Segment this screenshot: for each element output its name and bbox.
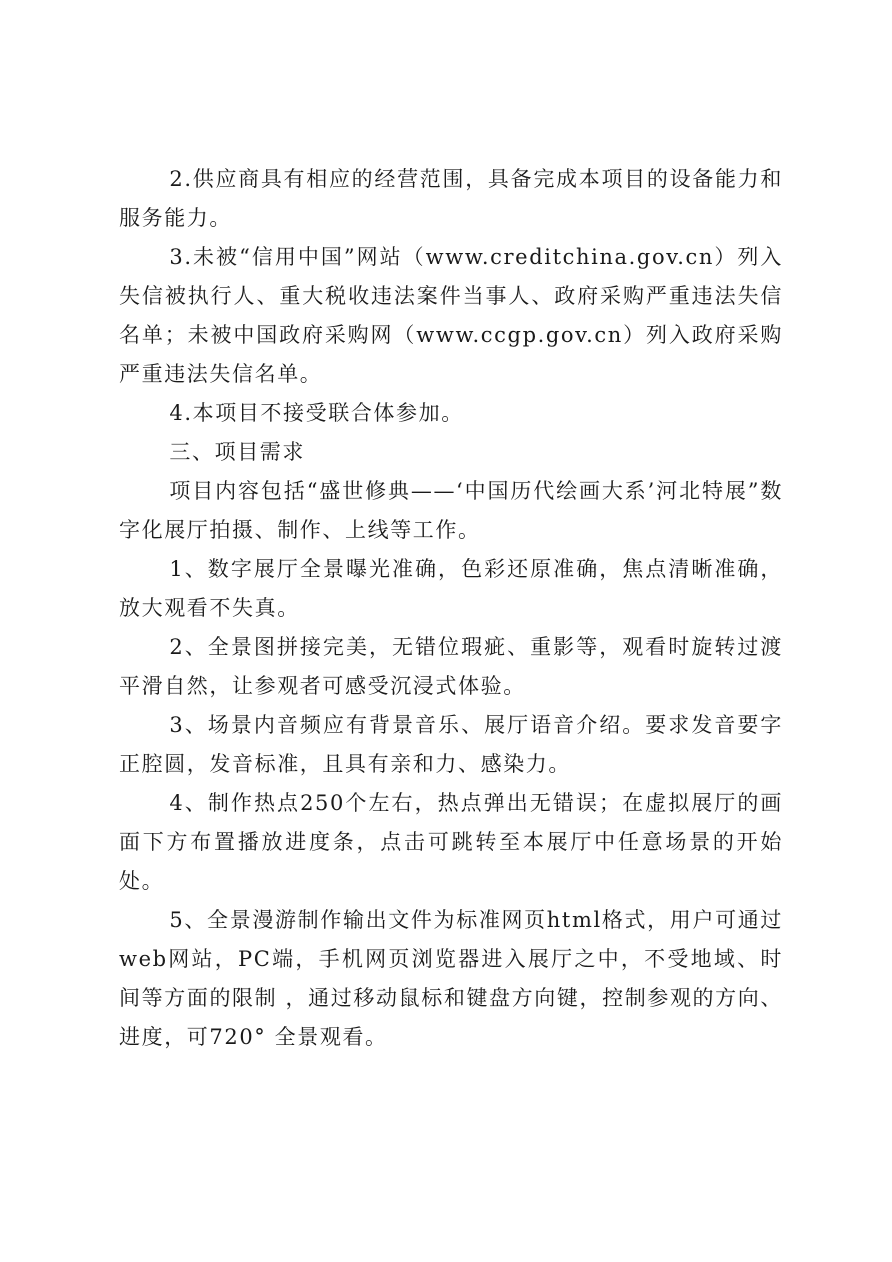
paragraph-supplier-scope: 2.供应商具有相应的经营范围，具备完成本项目的设备能力和服务能力。 bbox=[119, 167, 783, 230]
document-body bbox=[119, 160, 783, 1057]
paragraph-credit-check: 3.未被“信用中国”网站（www.creditchina.gov.cn）列入失信被执行人、重大税收违法案件当事人、政府采购严重违法失信名单；未被中国政府采购网（www.ccgp.gov.cn）列入政府采购严重违法失信名单。 bbox=[119, 245, 783, 386]
paragraph-project-content: 项目内容包括“盛世修典——‘中国历代绘画大系’河北特展”数字化展厅拍摄、制作、上线等工作。 bbox=[119, 479, 783, 542]
requirement-item-1: 1、数字展厅全景曝光准确，色彩还原准确，焦点清晰准确，放大观看不失真。 bbox=[119, 557, 783, 620]
section-heading-project-requirements: 三、项目需求 bbox=[169, 440, 305, 464]
paragraph-no-consortium: 4.本项目不接受联合体参加。 bbox=[169, 401, 464, 425]
requirement-item-2: 2、全景图拼接完美，无错位瑕疵、重影等，观看时旋转过渡平滑自然，让参观者可感受沉浸式体验。 bbox=[119, 635, 783, 698]
requirement-item-4: 4、制作热点250个左右，热点弹出无错误；在虚拟展厅的画面下方布置播放进度条，点击可跳转至本展厅中任意场景的开始处。 bbox=[119, 791, 783, 893]
requirement-item-3: 3、场景内音频应有背景音乐、展厅语音介绍。要求发音要字正腔圆，发音标准，且具有亲和力、感染力。 bbox=[119, 713, 783, 776]
requirement-item-5: 5、全景漫游制作输出文件为标准网页html格式，用户可通过web网站，PC端，手机网页浏览器进入展厅之中，不受地域、时间等方面的限制 ，通过移动鼠标和键盘方向键，控制参观的方向、进度，可720° 全景观看。 bbox=[119, 908, 783, 1049]
